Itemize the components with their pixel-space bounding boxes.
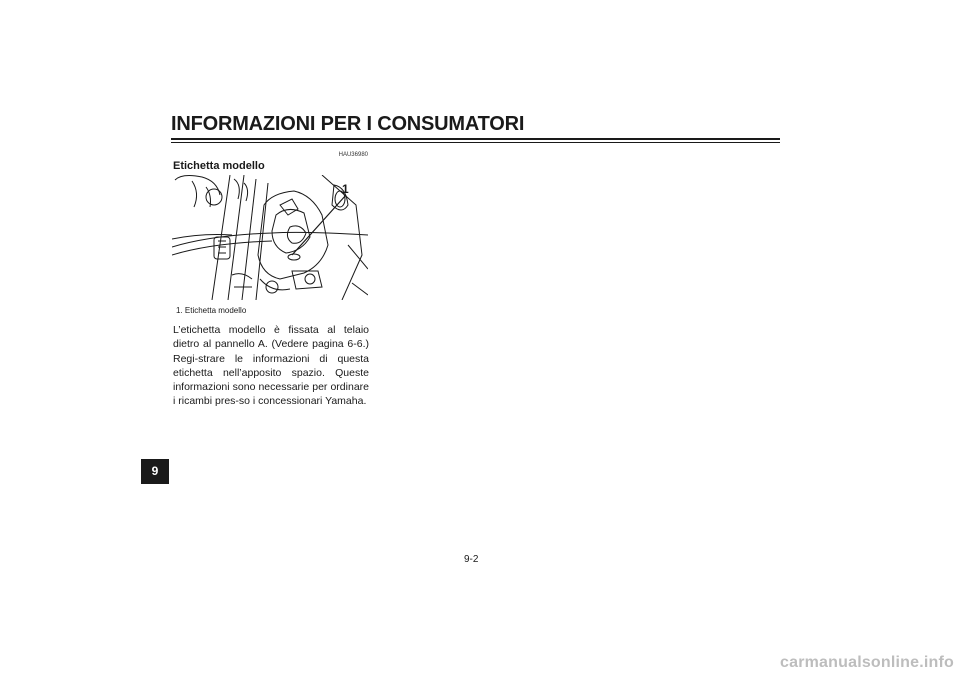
figure-callout: 1 — [342, 182, 349, 196]
watermark: carmanualsonline.info — [780, 654, 955, 671]
chapter-tab — [141, 459, 169, 484]
body-paragraph: L’etichetta modello è fissata al telaio dietro al pannello A. (Vedere pagina 6-6.) Regi-strare le informazioni di questa etichetta nell’apposito spazio. Queste informazioni sono necessarie per ordinare i ricambi pres-so i concessionari Yamaha. — [173, 324, 369, 408]
page-number: 9-2 — [464, 554, 479, 565]
chapter-tab-number: 9 — [151, 464, 159, 478]
page-title: INFORMAZIONI PER I CONSUMATORI — [171, 113, 525, 135]
title-rule-thin — [171, 142, 780, 143]
figure-caption: 1. Etichetta modello — [176, 306, 247, 315]
model-label-illustration — [172, 175, 368, 300]
section-heading: Etichetta modello — [173, 160, 265, 172]
title-rule-thick — [171, 138, 780, 140]
section-code: HAU36980 — [338, 152, 368, 158]
